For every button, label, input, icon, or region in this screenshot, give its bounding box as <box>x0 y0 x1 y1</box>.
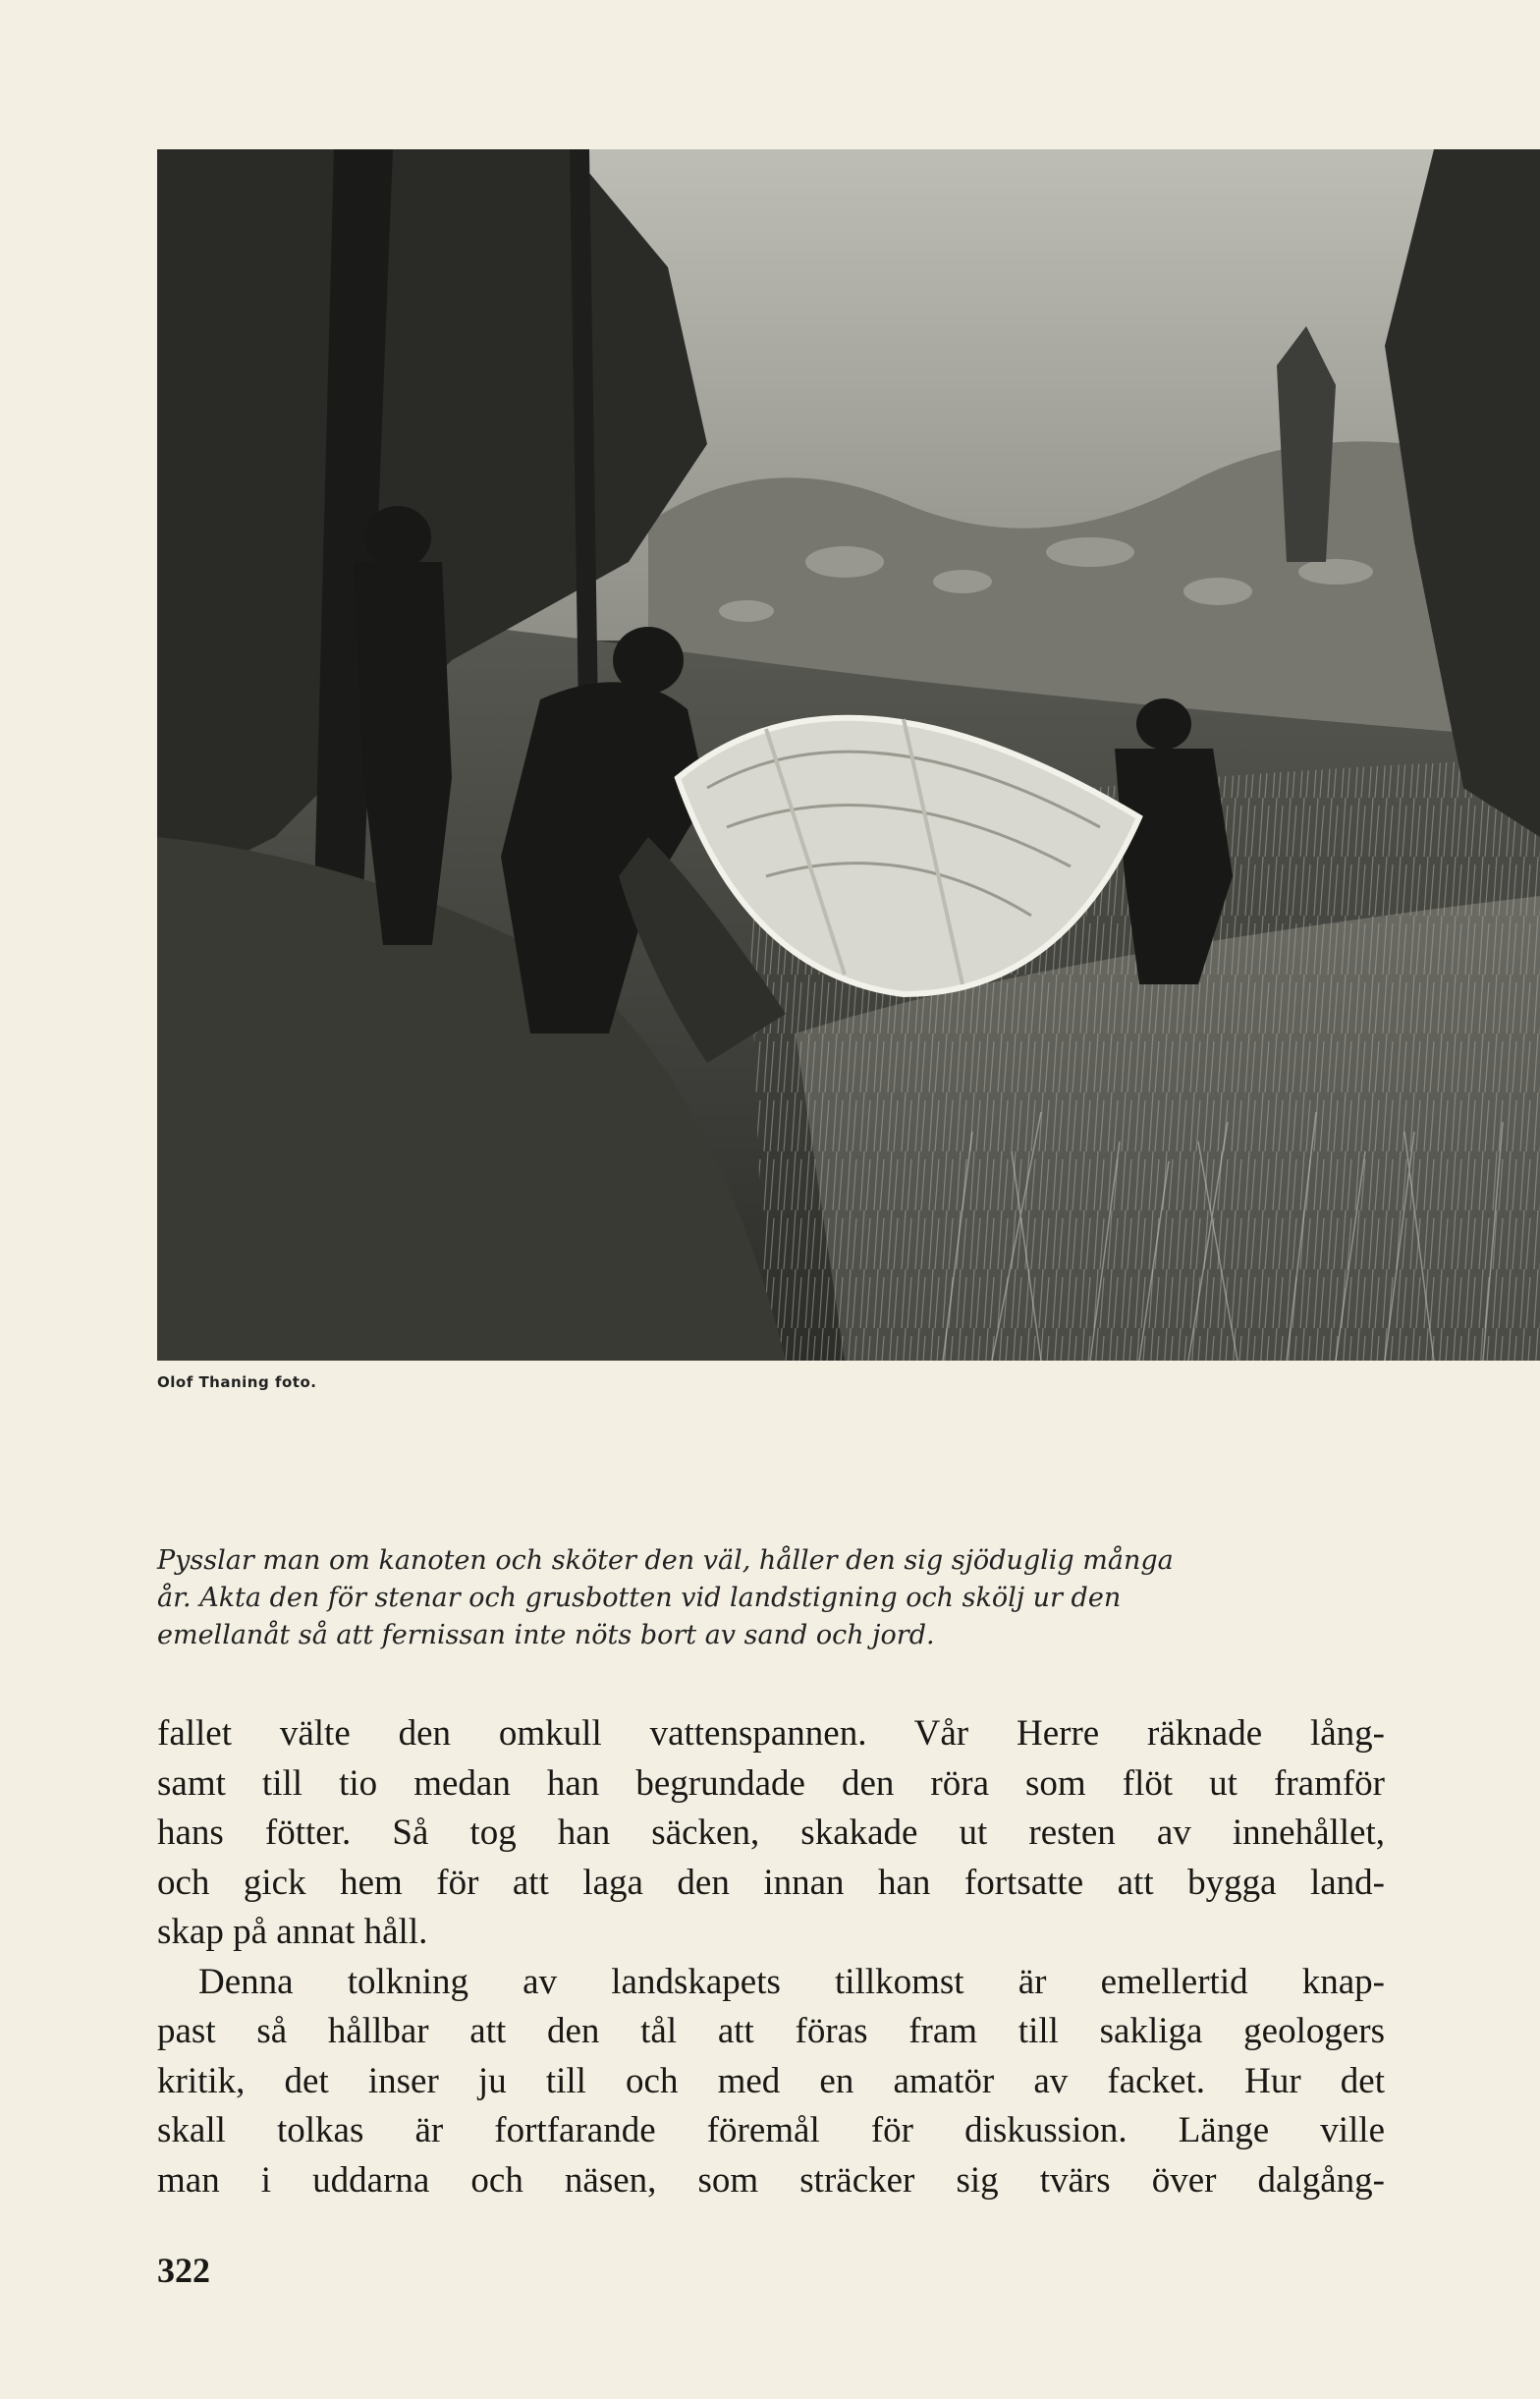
body-line: hans fötter. Så tog han säcken, skakade ut resten av innehållet, <box>157 1813 1385 1853</box>
photo-credit: Olof Thaning foto. <box>157 1373 317 1391</box>
body-line: skall tolkas är fortfarande föremål för diskussion. Länge ville <box>157 2110 1385 2150</box>
photo-caption <box>157 1542 1261 1654</box>
page-number: 322 <box>157 2251 210 2290</box>
caption-line: emellanåt så att fernissan inte nöts bort av sand och jord. <box>157 1620 935 1650</box>
body-line: past så hållbar att den tål att föras fram till sakliga geologers <box>157 2011 1385 2051</box>
caption-line: år. Akta den för stenar och grusbotten vid landstigning och skölj ur den <box>157 1583 1122 1613</box>
canoe-photograph <box>157 149 1540 1361</box>
body-line: kritik, det inser ju till och med en amatör av facket. Hur det <box>157 2060 1385 2101</box>
body-line: skap på annat håll. <box>157 1912 428 1952</box>
body-line: man i uddarna och näsen, som sträcker sig tvärs över dalgång- <box>157 2159 1385 2201</box>
caption-line: Pysslar man om kanoten och sköter den väl, håller den sig sjöduglig många <box>157 1545 1174 1576</box>
canoe-photo-icon <box>157 149 1540 1361</box>
body-line: samt till tio medan han begrundade den röra som flöt ut framför <box>157 1762 1385 1804</box>
body-line: fallet välte den omkull vattenspannen. Vår Herre räknade lång- <box>157 1713 1385 1754</box>
body-line: Denna tolkning av landskapets tillkomst är emellertid knap- <box>198 1961 1385 2002</box>
body-text <box>157 1709 1385 2205</box>
body-line: och gick hem för att laga den innan han fortsatte att bygga land- <box>157 1862 1385 1903</box>
